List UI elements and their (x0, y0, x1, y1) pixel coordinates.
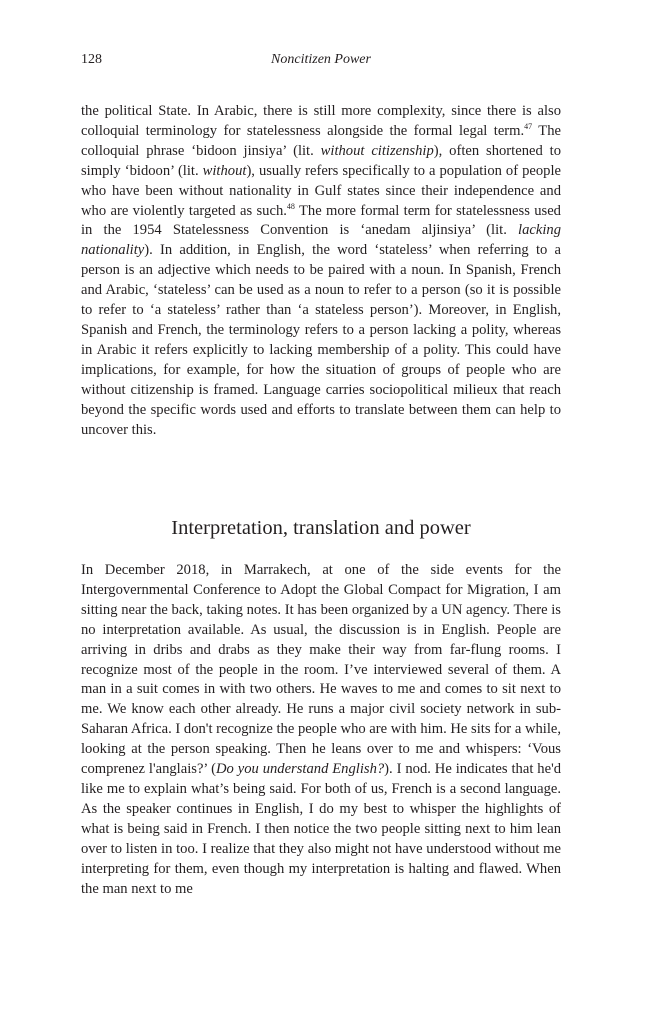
body-paragraph-2: In December 2018, in Marrakech, at one of the side events for the Intergovernmental Conference to Adopt the Global Compact for Migration, I am sitting near the back, taking notes. It has been organized by a UN agency. There is no interpretation available. As usual, the discussion is in English. People are arriving in dribs and drabs as they make their way from far-flung rooms. I recognize most of the people in the room. I’ve interviewed several of them. A man in a suit comes in with two others. He waves to me and comes to sit next to me. We know each other already. He runs a major civil society network in sub-Saharan Africa. I don't recognize the people who are with him. He sits for a while, looking at the person speaking. Then he leans over to me and whispers: ‘Vous comprenez l'anglais?’ (Do you understand English?). I nod. He indicates that he'd like me to explain what’s being said. For both of us, French is a second language. As the speaker continues in English, I do my best to whisper the highlights of what is being said in French. I then notice the two people sitting next to him lean over to listen in too. I realize that they also might not have understood without me interpreting for them, even though my interpretation is halting and flawed. When the man next to me (81, 562, 562, 897)
running-head (81, 52, 561, 72)
footnote-ref-48: 48 (286, 201, 295, 211)
section-heading: Interpretation, translation and power (171, 517, 471, 539)
running-title: Noncitizen Power (271, 52, 371, 67)
page-number: 128 (81, 52, 102, 67)
body-paragraph-1: the political State. In Arabic, there is still more complexity, since there is also colloquial terminology for statelessness alongside the formal legal term.$^{47}$ The colloquial phrase ‘bidoon jinsiya’ (lit. without citizenship), often shortened to simply ‘bidoon’ (lit. without), usually refers specifically to a population of people who have been without nationality in Gulf states since their independence and who are violently targeted as such.$^{48}$ The more formal term for statelessness used in the 1954 Statelessness Convention is ‘anedam aljinsiya’ (lit. lacking nationality). In addition, in English, the word ‘stateless’ when referring to a person is an adjective which needs to be paired with a noun. In Spanish, French and Arabic, ‘stateless’ can be used as a noun to refer to a person (so it is possible to refer to ‘a stateless’ rather than ‘a stateless person’). Moreover, in English, Spanish and French, the terminology refers to a person lacking a polity, whereas in Arabic it refers explicitly to lacking membership of a polity. This could have implications, for example, for how the situation of groups of people who are without citizenship is framed. Language carries sociopolitical milieux that reach beyond the specific words used and efforts to translate between them can help to uncover this. (81, 103, 562, 438)
footnote-ref-47: 47 (524, 122, 533, 132)
